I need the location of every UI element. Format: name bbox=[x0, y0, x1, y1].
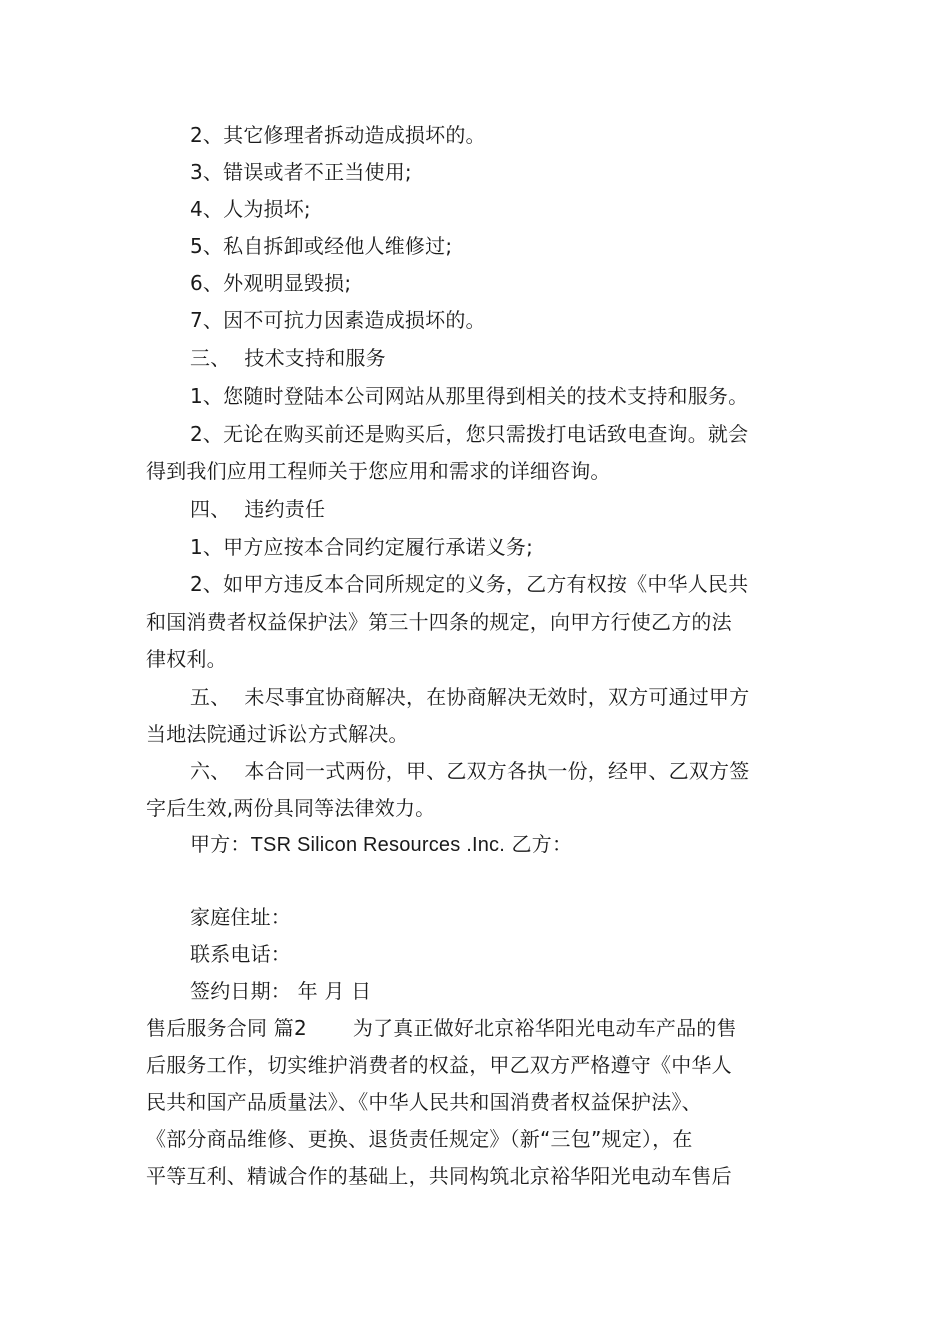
section5-line-2: 当地法院通过诉讼方式解决。 bbox=[146, 722, 409, 746]
exclusion-item-5: 5、私自拆卸或经他人维修过; bbox=[190, 234, 453, 258]
section4-item-2-line-1: 2、如甲方违反本合同所规定的义务，乙方有权按《中华人民共 bbox=[190, 572, 749, 596]
section4-item-2-line-3: 律权利。 bbox=[146, 647, 227, 671]
section6-number: 六、 bbox=[190, 759, 231, 783]
section6-text: 本合同一式两份，甲、乙双方各执一份，经甲、乙双方签 bbox=[244, 759, 750, 783]
part2-first-line bbox=[146, 1010, 810, 1047]
signing-date bbox=[190, 973, 810, 1010]
exclusion-item-4: 4、人为损坏; bbox=[190, 197, 311, 221]
section3-item-2-line-2: 得到我们应用工程师关于您应用和需求的详细咨询。 bbox=[146, 459, 611, 483]
part2-line-4: 《部分商品维修、更换、退货责任规定》（新“三包”规定），在 bbox=[146, 1127, 693, 1151]
section5-line-1 bbox=[190, 679, 810, 716]
part2-line-1: 为了真正做好北京裕华阳光电动车产品的售 bbox=[352, 1016, 737, 1040]
section3-number: 三、 bbox=[190, 346, 231, 370]
signature-parties bbox=[190, 826, 810, 864]
section5-text: 未尽事宜协商解决，在协商解决无效时，双方可通过甲方 bbox=[244, 685, 750, 709]
section6-line-1 bbox=[190, 753, 810, 790]
section4-item-1: 1、甲方应按本合同约定履行承诺义务; bbox=[190, 535, 534, 559]
section4-title: 违约责任 bbox=[244, 497, 326, 521]
exclusion-item-2: 2、其它修理者拆动造成损坏的。 bbox=[190, 123, 486, 147]
party-a-label: 甲方： bbox=[190, 832, 251, 856]
section5-number: 五、 bbox=[190, 685, 231, 709]
part2-line-2: 后服务工作，切实维护消费者的权益，甲乙双方严格遵守《中华人 bbox=[146, 1053, 732, 1077]
address-label: 家庭住址： bbox=[190, 905, 291, 929]
part2-title: 售后服务合同 篇2 bbox=[146, 1016, 307, 1040]
exclusion-item-3: 3、错误或者不正当使用; bbox=[190, 160, 412, 184]
date-label: 签约日期： bbox=[190, 979, 291, 1003]
part2-line-5: 平等互利、精诚合作的基础上，共同构筑北京裕华阳光电动车售后 bbox=[146, 1164, 732, 1188]
phone-label: 联系电话： bbox=[190, 942, 291, 966]
exclusion-item-6: 6、外观明显毁损; bbox=[190, 271, 352, 295]
section3-heading bbox=[190, 340, 810, 377]
party-a-name: TSR Silicon Resources .Inc. bbox=[250, 834, 505, 856]
section6-line-2: 字后生效,两份具同等法律效力。 bbox=[146, 796, 436, 820]
section3-item-2-line-1: 2、无论在购买前还是购买后，您只需拨打电话致电查询。就会 bbox=[190, 422, 749, 446]
section4-item-2-line-2: 和国消费者权益保护法》第三十四条的规定，向甲方行使乙方的法 bbox=[146, 610, 732, 634]
section4-heading bbox=[190, 491, 810, 528]
section3-item-1: 1、您随时登陆本公司网站从那里得到相关的技术支持和服务。 bbox=[190, 384, 749, 408]
date-value: 年 月 日 bbox=[297, 979, 372, 1003]
part2-line-3: 民共和国产品质量法》、《中华人民共和国消费者权益保护法》、 bbox=[146, 1090, 702, 1114]
section3-title: 技术支持和服务 bbox=[244, 346, 386, 370]
party-b-label: 乙方： bbox=[511, 832, 573, 856]
exclusion-item-7: 7、因不可抗力因素造成损坏的。 bbox=[190, 308, 486, 332]
section4-number: 四、 bbox=[190, 497, 231, 521]
